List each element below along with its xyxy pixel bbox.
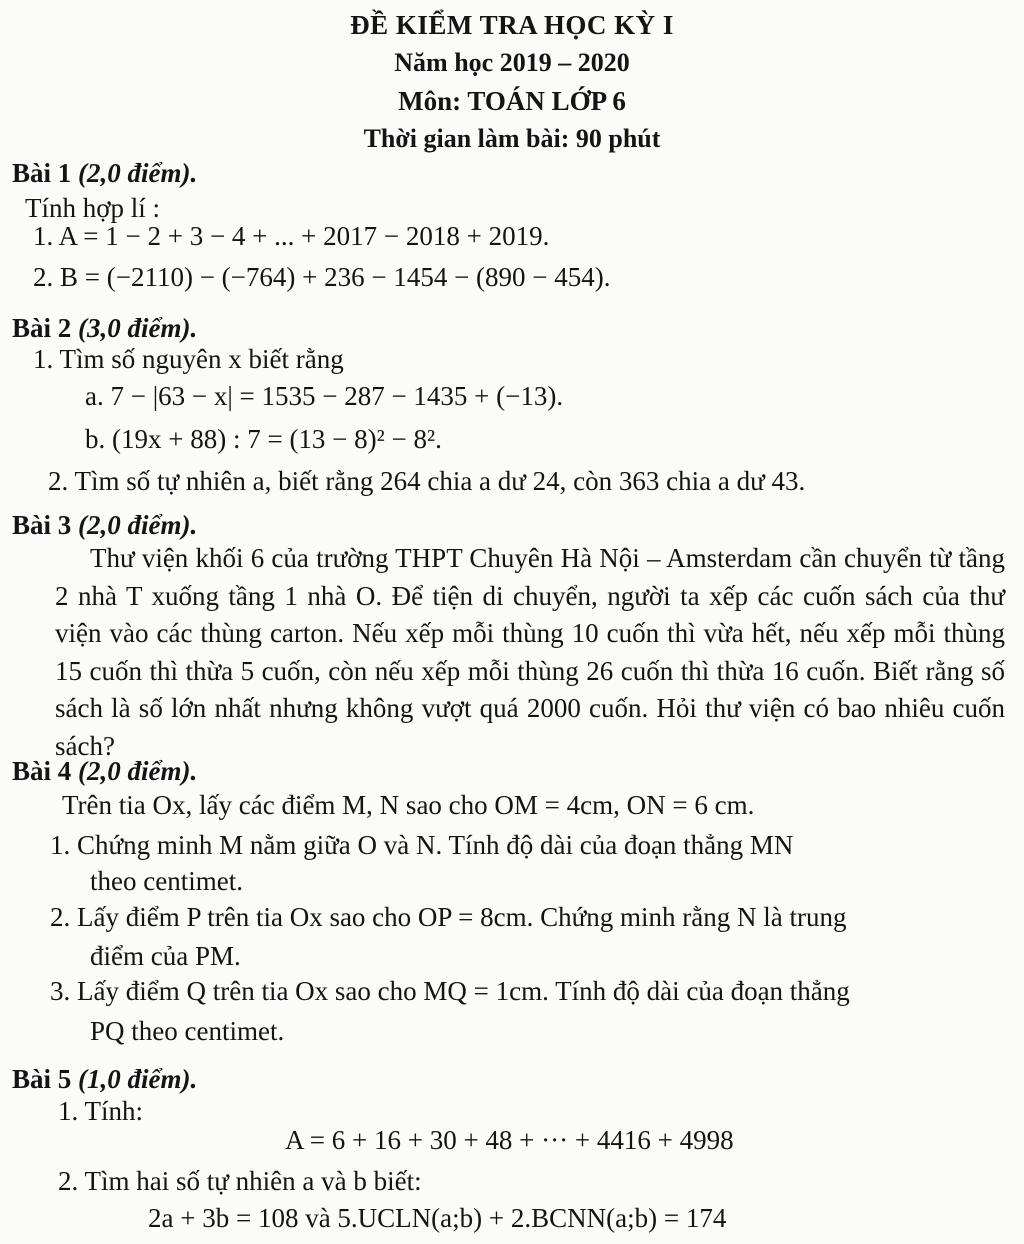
bai4-question-2-line2: điểm của PM. — [90, 941, 241, 971]
bai5-heading — [12, 1064, 197, 1095]
bai5-question-1-expression: A = 6 + 16 + 30 + 48 + ··· + 4416 + 4998 — [285, 1125, 734, 1155]
bai4-points: (2,0 điểm). — [78, 756, 198, 786]
subject: Môn: TOÁN LỚP 6 — [398, 86, 626, 116]
bai2-heading — [12, 313, 197, 344]
duration: Thời gian làm bài: 90 phút — [363, 124, 661, 153]
bai3-heading — [12, 510, 197, 541]
bai5-question-2: 2. Tìm hai số tự nhiên a và b biết: — [58, 1166, 422, 1196]
bai4-question-3-line2: PQ theo centimet. — [90, 1016, 285, 1046]
bai5-label: Bài 5 — [12, 1064, 72, 1094]
bai4-label: Bài 4 — [12, 756, 72, 786]
bai4-intro: Trên tia Ox, lấy các điểm M, N sao cho OM = 4cm, ON = 6 cm. — [62, 790, 755, 820]
bai3-paragraph — [55, 540, 1005, 765]
bai3-label: Bài 3 — [12, 510, 72, 540]
bai1-points: (2,0 điểm). — [78, 158, 198, 188]
bai4-question-1-line1: 1. Chứng minh M nằm giữa O và N. Tính độ dài của đoạn thẳng MN — [50, 830, 794, 860]
bai1-label: Bài 1 — [12, 158, 72, 188]
bai2-question-1: 1. Tìm số nguyên x biết rằng — [33, 344, 344, 374]
exam-header — [0, 6, 1024, 158]
bai1-intro: Tính hợp lí : — [25, 193, 161, 223]
bai2-question-1a: a. 7 − |63 − x| = 1535 − 287 − 1435 + (−13). — [85, 381, 564, 411]
school-year: Năm học 2019 – 2020 — [394, 48, 630, 77]
bai1-item-2: 2. B = (−2110) − (−764) + 236 − 1454 − (890 − 454). — [33, 262, 611, 292]
exam-title: ĐỀ KIỂM TRA HỌC KỲ I — [350, 10, 674, 40]
bai5-question-2-expression: 2a + 3b = 108 và 5.UCLN(a;b) + 2.BCNN(a;b) = 174 — [148, 1203, 727, 1233]
bai3-text: Thư viện khối 6 của trường THPT Chuyên Hà Nội – Amsterdam cần chuyển từ tầng 2 nhà T xuống tầng 1 nhà O. Để tiện di chuyển, người ta xếp các cuốn sách của thư viện vào các thùng carton. Nếu xếp mỗi thùng 10 cuốn thì vừa hết, nếu xếp mỗi thùng 15 cuốn thì thừa 5 cuốn, còn nếu xếp mỗi thùng 26 cuốn thì thừa 16 cuốn. Biết rằng số sách là số lớn nhất nhưng không vượt quá 2000 cuốn. Hỏi thư viện có bao nhiêu cuốn sách? — [55, 543, 1005, 761]
bai4-question-2-line1: 2. Lấy điểm P trên tia Ox sao cho OP = 8cm. Chứng minh rằng N là trung — [50, 902, 847, 932]
bai5-question-1: 1. Tính: — [58, 1096, 144, 1126]
bai2-label: Bài 2 — [12, 313, 72, 343]
bai4-question-3-line1: 3. Lấy điểm Q trên tia Ox sao cho MQ = 1cm. Tính độ dài của đoạn thẳng — [50, 976, 850, 1006]
bai2-question-2: 2. Tìm số tự nhiên a, biết rằng 264 chia a dư 24, còn 363 chia a dư 43. — [48, 466, 806, 496]
bai1-item-1: 1. A = 1 − 2 + 3 − 4 + ... + 2017 − 2018 + 2019. — [33, 221, 550, 251]
bai1-heading — [12, 158, 197, 189]
bai3-points: (2,0 điểm). — [78, 510, 198, 540]
bai2-points: (3,0 điểm). — [78, 313, 198, 343]
bai4-question-1-line2: theo centimet. — [90, 866, 243, 896]
bai4-heading — [12, 756, 197, 787]
bai2-question-1b: b. (19x + 88) : 7 = (13 − 8)² − 8². — [85, 424, 442, 454]
bai5-points: (1,0 điểm). — [78, 1064, 198, 1094]
